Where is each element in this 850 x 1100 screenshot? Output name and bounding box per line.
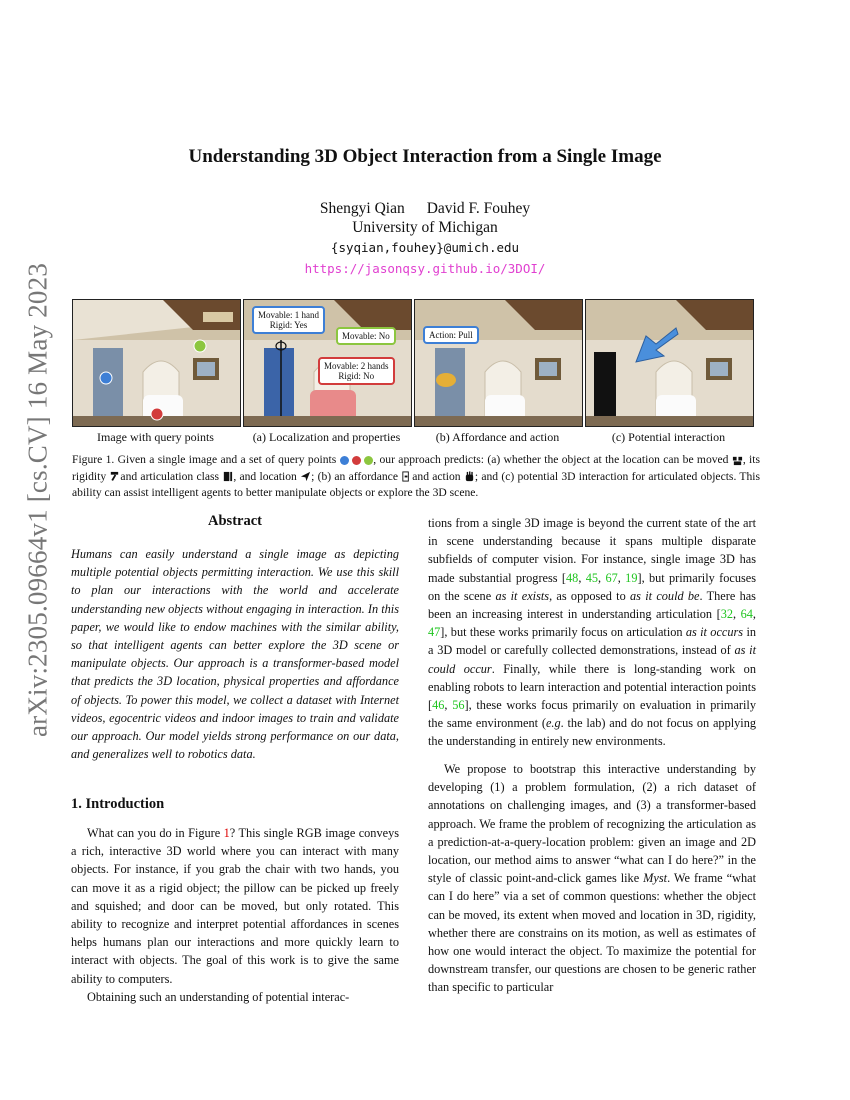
- emphasis: e.g: [545, 716, 561, 731]
- label-text: Movable: 1 hand: [258, 310, 319, 320]
- figure-panel-query: [72, 299, 241, 427]
- citation-link[interactable]: 19: [625, 570, 638, 585]
- text: tions from a single 3D image is beyond the current state of the art in scene understanding because it spans multiple disparate subfields of computer vision. For instance, single image 3D has made substantial progress [: [428, 516, 756, 585]
- text: . the lab) and do not focus on applying the understanding in entirely new environments.: [428, 716, 756, 749]
- caption-text: , and location: [233, 469, 297, 483]
- green-dot-icon: [364, 456, 373, 465]
- right-column-paragraph-1: tions from a single 3D image is beyond the current state of the art in scene understanding because it spans multiple disparate subfields of computer vision. For instance, single image 3D has made substantial progress [48, 45, 67, 19], but primarily focuses on the scene as it exists, as opposed to as it could be. There has been an increasing interest in understanding articulation [32, 64, 47], but these works primarily focus on articulation as it occurs in a 3D model or carefully collected demonstrations, instead of as it could occur. Finally, while there is long-standing work on enabling robots to learn interaction and potential interaction points [46, 56], these works focus primarily on evaluation in primarily the same environment (e.g. the lab) and do not focus on applying the understanding in entirely new environments.: [428, 516, 757, 749]
- caption-localization: (a) Localization and properties: [252, 430, 401, 444]
- label-text: Movable: No: [342, 331, 390, 341]
- citation-link[interactable]: 45: [585, 570, 599, 585]
- citation-link[interactable]: 67: [605, 570, 618, 585]
- author-2: David F. Fouhey: [426, 200, 531, 217]
- text: in a 3D model or carefully collected demonstrations, instead of: [428, 625, 757, 658]
- query-point-blue: [100, 372, 112, 384]
- emphasis: as it occurs: [685, 625, 744, 640]
- affordance-heatmap: [436, 373, 456, 387]
- label-text: Rigid: No: [338, 371, 375, 381]
- emphasis: as it could occur: [428, 643, 756, 676]
- figure-caption: [72, 452, 760, 502]
- project-url[interactable]: https://jasonqsy.github.io/3DOI/: [304, 261, 546, 276]
- figure-panel-interaction: [585, 299, 754, 427]
- label-action-pull: [423, 326, 479, 344]
- room-image-query: [73, 300, 240, 426]
- text: ], but these works primarily focus on articulation: [440, 625, 686, 640]
- caption-text: and articulation class: [120, 469, 220, 483]
- citation-link[interactable]: 64: [740, 607, 753, 622]
- intro-paragraph-2: Obtaining such an understanding of potential interac-: [87, 989, 350, 1004]
- text: , as opposed to: [549, 588, 631, 603]
- intro-heading: 1. Introduction: [71, 796, 165, 812]
- text: We propose to bootstrap this interactive understanding by developing (1) a problem formulation, (2) a rich dataset of annotations on challenging images, and (3) a transformer-based approach. We frame the problem of recognizing the articulation as a prediction-at-a-query-location problem: given an image and 2D location, our method aims to answer “what can I do here?” in the style of classic point-and-click games like: [428, 762, 756, 886]
- text: . There has been an increasing interest in understanding articulation [: [428, 588, 756, 622]
- citation-link[interactable]: 46: [432, 698, 445, 713]
- authors: [0, 200, 850, 218]
- label-movable-2hands: [318, 357, 395, 385]
- room-image-affordance: [415, 300, 582, 426]
- caption-query: Image with query points: [97, 430, 214, 444]
- abstract-body: Humans can easily understand a single image as depicting multiple potential objects permitting interaction. We use this skill to plan our interactions with the world and accelerate understanding new objects without engaging in interaction. In this paper, we would like to endow machines with the similar ability, so that intelligent agents can better explore the 3D scene or manipulate objects. Our approach is a transformer-based model that predicts the 3D location, physical properties and affordance of objects. To power this model, we collect a dataset with Internet videos, egocentric videos and indoor images to train and validate our approach. Our model yields strong performance on our data, and generalizes well to robotics data.: [71, 547, 399, 762]
- caption-affordance: (b) Affordance and action: [435, 430, 560, 444]
- emphasis: as it exists: [495, 588, 550, 603]
- text: What can you do in Figure: [87, 826, 224, 840]
- arxiv-sidebar: [8, 262, 68, 738]
- text: . We frame “what can I do here” via a set of common questions: whether the object can be moved, its extent when moved and location in 3D, rigidity, whether there are constrains on its motion, as well as estimates of how one would interact the object. To maximize the potential for downstream transfer, our questions are chosen to be generic rather than specific to particular: [428, 871, 756, 995]
- figure-panel-localization: [243, 299, 412, 427]
- affiliation: University of Michigan: [352, 219, 498, 236]
- emphasis: as it could be: [630, 588, 700, 603]
- paragraph: [428, 760, 756, 997]
- caption-text: ; and (c) potential 3D interaction for articulated objects. This ability can assist intelligent agents to better manipulate objects or explore the 3D scene.: [72, 469, 761, 499]
- author-1: Shengyi Qian: [319, 200, 405, 217]
- label-movable-1hand: [252, 306, 325, 334]
- abstract-heading: Abstract: [208, 513, 262, 529]
- paper-title: Understanding 3D Object Interaction from a Single Image: [188, 146, 662, 167]
- hand-icon: [464, 471, 475, 482]
- room-image-interaction: [586, 300, 753, 426]
- label-text: Action: Pull: [429, 330, 473, 340]
- intro-paragraph-1: [71, 824, 399, 988]
- text: ], but primarily focuses on the scene: [428, 570, 757, 603]
- location-icon: [300, 471, 311, 482]
- intro-body: [71, 824, 399, 1006]
- hammer-icon: [109, 471, 120, 482]
- query-point-green: [194, 340, 206, 352]
- red-dot-icon: [352, 456, 361, 465]
- email: {syqian,fouhey}@umich.edu: [330, 240, 520, 255]
- label-movable-no: [336, 327, 396, 345]
- caption-text: and action: [412, 469, 461, 483]
- move-icon: [732, 455, 743, 466]
- figure-panel-affordance: [414, 299, 583, 427]
- text: ], these works focus primarily on evaluation in primarily the same environment (: [428, 698, 756, 731]
- label-text: Movable: 2 hands: [324, 361, 389, 371]
- citation-link[interactable]: 32: [720, 607, 733, 622]
- caption-text: , its rigidity: [72, 453, 761, 483]
- text: ? This single RGB image conveys a rich, interactive 3D world where you can interact with many objects. For instance, if you grab the chair with two hands, you can move it as a rigid object; the pillow can be picked up freely and squished; and door can be moved, but only rotated. This ability to recognize and interpret potential affordances in scenes helps humans plan our interactions and more quickly learn to interact with objects. The goal of this work is to give the same ability to computers.: [71, 826, 399, 986]
- affordance-icon: [401, 471, 412, 482]
- right-column-paragraph-2: [428, 760, 756, 997]
- door-icon: [222, 471, 233, 482]
- text: . Finally, while there is long-standing work on enabling robots to learn interaction and potential interaction points [: [428, 661, 756, 713]
- citation-link[interactable]: 47: [428, 625, 441, 640]
- caption-text: ; (b) an affordance: [311, 469, 398, 483]
- caption-interaction: (c) Potential interaction: [611, 430, 726, 444]
- label-text: Rigid: Yes: [269, 320, 308, 330]
- caption-text: Figure 1. Given a single image and a set of query points: [72, 453, 337, 466]
- figure-ref-link[interactable]: 1: [223, 826, 230, 840]
- emphasis: Myst: [643, 871, 668, 886]
- query-point-red: [151, 408, 163, 420]
- caption-text: , our approach predicts: (a) whether the object at the location can be moved: [373, 453, 729, 466]
- citation-link[interactable]: 56: [452, 698, 465, 713]
- arxiv-identifier: arXiv:2305.09664v1 [cs.CV] 16 May 2023: [22, 262, 53, 738]
- blue-dot-icon: [340, 456, 349, 465]
- citation-link[interactable]: 48: [566, 570, 579, 585]
